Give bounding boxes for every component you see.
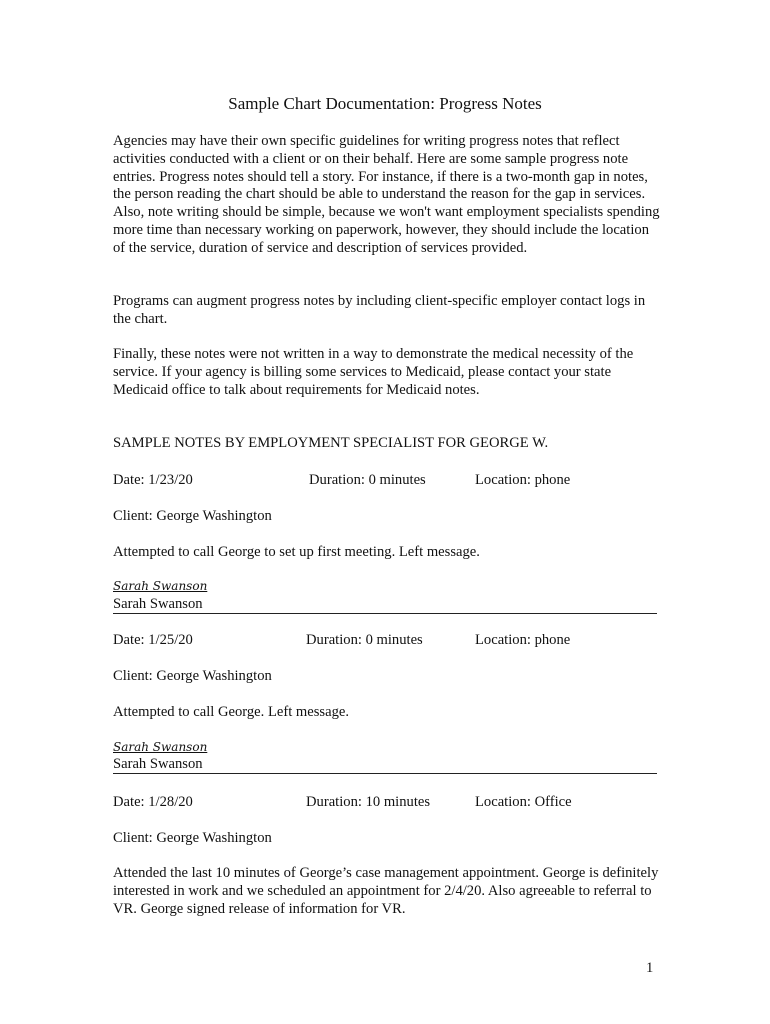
note-1-description: Attempted to call George to set up first meeting. Left message. — [113, 544, 480, 560]
page-title: Sample Chart Documentation: Progress Notes — [228, 94, 542, 113]
note-1-signature-name: Sarah Swanson — [113, 596, 203, 612]
note-2-signature-script: Sarah Swanson — [113, 740, 208, 754]
note-1-duration: Duration: 0 minutes — [309, 472, 426, 488]
note-1-client: Client: George Washington — [113, 508, 272, 524]
note-2-client: Client: George Washington — [113, 668, 272, 684]
intro-paragraph-2 — [113, 293, 661, 329]
note-2-location: Location: phone — [475, 632, 571, 648]
note-2-date: Date: 1/25/20 — [113, 632, 193, 648]
page-number: 1 — [646, 960, 654, 976]
note-3-duration: Duration: 10 minutes — [306, 794, 431, 810]
note-1-signature-script: Sarah Swanson — [113, 579, 208, 593]
note-2-duration: Duration: 0 minutes — [306, 632, 423, 648]
note-2-signature-name: Sarah Swanson — [113, 756, 203, 772]
note-1-date: Date: 1/23/20 — [113, 472, 193, 488]
note-3-location: Location: Office — [475, 794, 572, 810]
intro-paragraph-1 — [113, 133, 661, 258]
intro-paragraph-3-text: Finally, these notes were not written in a way to demonstrate the medical necessity of the service. If your agency is billing some services to Medicaid, please contact your state Medicaid office to talk about requirements for Medicaid notes. — [113, 346, 634, 398]
intro-paragraph-3 — [113, 346, 661, 399]
note-3-description: Attended the last 10 minutes of George’s case management appointment. George is definitely interested in work and we scheduled an appointment for 2/4/20. Also agreeable to referral to VR. George signed release of information for VR. — [113, 865, 659, 917]
section-heading: SAMPLE NOTES BY EMPLOYMENT SPECIALIST FOR GEORGE W. — [113, 435, 549, 451]
note-2-description: Attempted to call George. Left message. — [113, 704, 349, 720]
note-3-description-block — [113, 865, 661, 918]
note-3-client: Client: George Washington — [113, 830, 272, 846]
note-1-signature-line — [113, 596, 657, 614]
note-3-meta-row — [113, 793, 661, 811]
note-3-date: Date: 1/28/20 — [113, 794, 193, 810]
intro-paragraph-1-text: Agencies may have their own specific guidelines for writing progress notes that reflect activities conducted with a client or on their behalf. Here are some sample progress note entries. Progress notes should tell a story. For instance, if there is a two-month gap in notes, the person reading the chart should be able to understand the reason for the gap in services. Also, note writing should be simple, because we won't want employment specialists spending more time than necessary working on paperwork, however, they should include the location of the service, duration of service and description of services provided. — [113, 133, 660, 256]
note-2-meta-row — [113, 631, 661, 649]
note-2-signature-line — [113, 756, 657, 774]
note-1-meta-row — [113, 471, 661, 489]
intro-paragraph-2-text: Programs can augment progress notes by including client-specific employer contact logs in the chart. — [113, 293, 646, 327]
note-1-location: Location: phone — [475, 472, 571, 488]
